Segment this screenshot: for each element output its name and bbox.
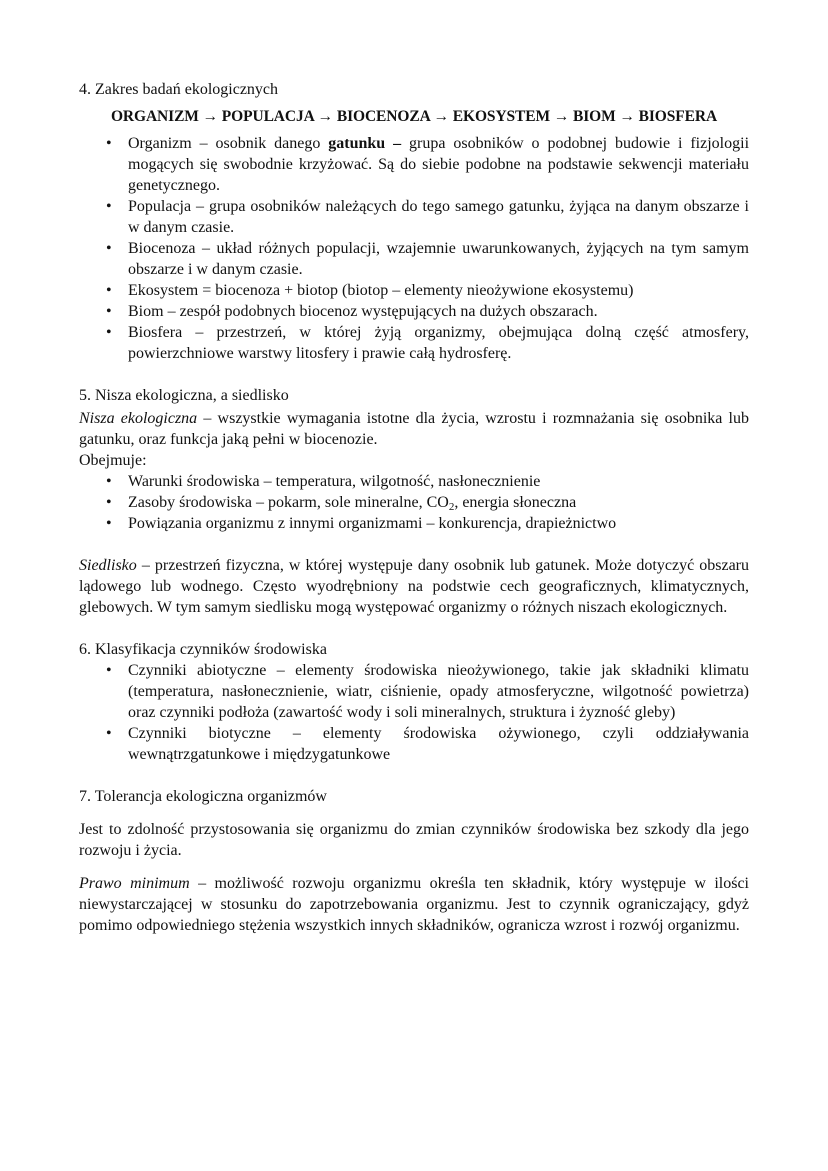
czynniki-list <box>79 660 749 765</box>
siedlisko-definition: Siedlisko – przestrzeń fizyczna, w której występuje dany osobnik lub gatunek. Może dotyczyć obszaru lądowego lub wodnego. Często wyodrębniony na podstwie cech geograficznych, klimatycznych, glebowych. W tym samym siedlisku mogą występować organizmy o różnych niszach ekologicznych. <box>79 557 749 616</box>
section-tolerancja <box>79 786 749 936</box>
tolerancja-definition: Jest to zdolność przystosowania się organizmu do zmian czynników środowiska bez szkody dla jego rozwoju i życia. <box>79 821 749 859</box>
nisza-definition: Nisza ekologiczna – wszystkie wymagania istotne dla życia, wzrostu i rozmnażania się osobnika lub gatunku, oraz funkcja jaką pełni w biocenozie. <box>79 410 749 448</box>
section-heading: 4. Zakres badań ekologicznych <box>79 81 279 98</box>
list-item-zasoby: • Zasoby środowiska – pokarm, sole mineralne, $CO_2$, energia słoneczna <box>128 492 749 513</box>
list-item-ekosystem: • Ekosystem = biocenoza + biotop (biotop – elementy nieożywione ekosystemu) <box>128 280 749 301</box>
list-item-populacja: • Populacja – grupa osobników należących do tego samego gatunku, żyjąca na danym obszarze i w danym czasie. <box>128 196 749 238</box>
list-item-abiotyczne: • Czynniki abiotyczne – elementy środowiska nieożywionego, takie jak składniki klimatu (temperatura, nasłonecznienie, wiatr, ciśnienie, opady atmosferyczne, wilgotność powietrza) oraz czynniki podłoża (zawartość wody i soli mineralnych, struktura i żyzność gleby) <box>128 660 749 723</box>
list-item-biocenoza: • Biocenoza – układ różnych populacji, wzajemnie uwarunkowanych, żyjących na tym samym obszarze i w danym czasie. <box>128 238 749 280</box>
section-heading: 5. Nisza ekologiczna, a siedlisko <box>79 387 289 404</box>
prawo-minimum-definition: Prawo minimum – możliwość rozwoju organizmu określa ten składnik, który występuje w ilości niewystarczającej w stosunku do zapotrzebowania organizmu. Jest to czynnik ograniczający, gdyż pomimo odpowiedniego stężenia wszystkich innych składników, ogranicza wzrost i rozwój organizmu. <box>79 875 750 934</box>
list-item-biotyczne: • Czynniki biotyczne – elementy środowiska ożywionego, czyli oddziaływania wewnątrzgatunkowe i międzygatunkowe <box>128 723 749 765</box>
list-item-organizm: • Organizm – osobnik danego gatunku – grupa osobników o podobnej budowie i fizjologii mogących się swobodnie krzyżować. Są do siebie podobne na podstawie sekwencji materiału genetycznego. <box>128 133 749 196</box>
list-item-biosfera: • Biosfera – przestrzeń, w której żyją organizmy, obejmująca dolną część atmosfery, powierzchniowe warstwy litosfery i prawie całą hydrosferę. <box>128 322 749 364</box>
section-heading: 7. Tolerancja ekologiczna organizmów <box>79 788 327 805</box>
list-item-warunki: • Warunki środowiska – temperatura, wilgotność, nasłonecznienie <box>128 471 749 492</box>
section-klasyfikacja <box>79 639 749 765</box>
list-item-powiazania: • Powiązania organizmu z innymi organizmami – konkurencja, drapieżnictwo <box>128 513 749 534</box>
obejmuje-label: Obejmuje: <box>79 452 147 469</box>
list-item-biom: • Biom – zespół podobnych biocenoz występujących na dużych obszarach. <box>128 301 749 322</box>
hierarchy-list <box>79 133 749 364</box>
hierarchy-chain: ORGANIZM → POPULACJA → BIOCENOZA → EKOSYSTEM → BIOM → BIOSFERA <box>110 108 718 125</box>
section-heading: 6. Klasyfikacja czynników środowiska <box>79 641 327 658</box>
section-nisza-siedlisko <box>79 385 749 618</box>
nisza-list <box>79 471 749 534</box>
document-page <box>79 79 749 936</box>
section-zakres-badan <box>79 79 749 364</box>
